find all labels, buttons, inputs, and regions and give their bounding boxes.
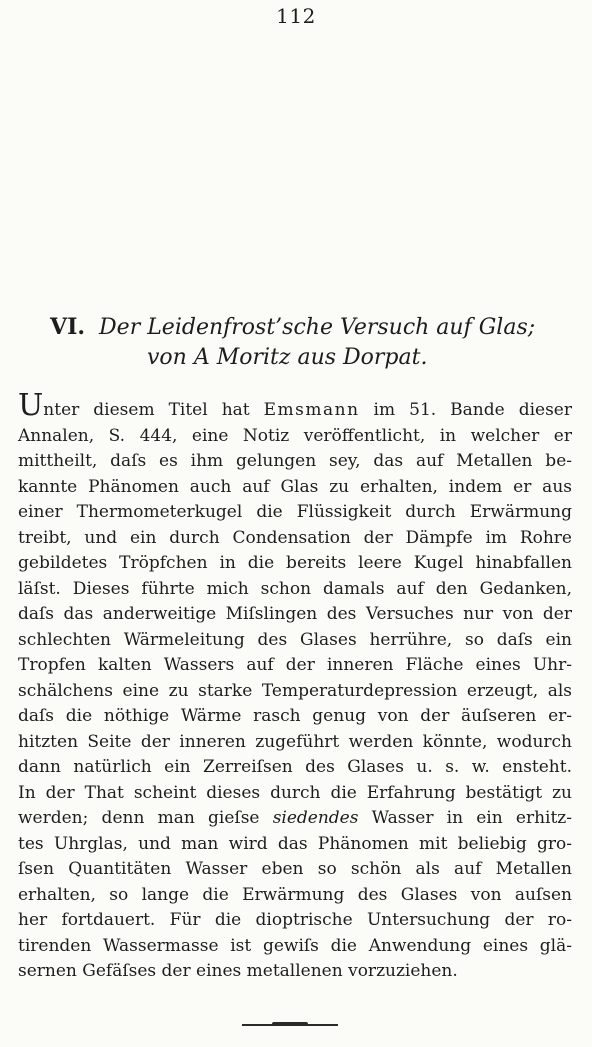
text-line: einer Thermometerkugel die Flüssigkeit durch Erwärmung [18,502,572,522]
article-heading [50,312,570,373]
section-numeral: VI. [50,314,86,340]
text-line: ſsen Quantitäten Wasser eben so schön als auf Metallen [18,859,572,879]
article-author: von A Moritz aus Dorpat. [147,345,428,370]
text-line: kannte Phänomen auch auf Glas zu erhalten, indem er aus [18,476,572,497]
text-line: daſs das anderweitige Miſslingen des Versuches nur von der [18,604,572,624]
text-segment: werden; denn man gieſse [18,808,273,828]
text-line: tes Uhrglas, und man wird das Phänomen mit beliebig gro- [18,833,572,854]
author-name-emsmann: Emsmann [263,400,360,420]
text-segment: Wasser in ein erhitz- [358,808,572,828]
section-divider-ornament [272,1022,308,1026]
text-line: Annalen, S. 444, eine Notiz veröffentlicht, in welcher er [18,425,572,446]
text-line: schlechten Wärmeleitung des Glases herrühre, so daſs ein [18,629,572,650]
text-line: gebildetes Tröpfchen in die bereits leere Kugel hinabfallen [18,553,572,573]
text-line-last: sernen Gefäſses der eines metallenen vorzuziehen. [18,961,458,981]
text-segment: im 51. Bande dieser [359,400,572,420]
text-line: tirenden Wassermasse ist gewiſs die Anwendung eines glä- [18,935,572,956]
text-line: hitzten Seite der inneren zugeführt werden könnte, wodurch [18,731,572,752]
article-body [18,388,572,985]
text-line: Tropfen kalten Wassers auf der inneren Fläche eines Uhr- [18,655,572,675]
text-line: In der That scheint dieses durch die Erfahrung bestätigt zu [18,782,572,803]
text-line: her fortdauert. Für die dioptrische Untersuchung der ro- [18,910,572,930]
article-title: Der Leidenfrost’sche Versuch auf Glas; [99,315,536,340]
emphasis-siedendes: siedendes [272,808,359,828]
text-line: daſs die nöthige Wärme rasch genug von der äuſseren er- [18,706,572,726]
text-line: dann natürlich ein Zerreiſsen des Glases u. s. w. ensteht. [18,757,572,777]
text-line: läſst. Dieses führte mich schon damals auf den Gedanken, [18,578,572,599]
heading-line-1 [50,312,570,343]
text-line: treibt, und ein durch Condensation der Dämpfe im Rohre [18,527,572,548]
text-line: mittheilt, daſs es ihm gelungen sey, das auf Metallen be- [18,451,572,471]
text-segment: nter diesem Titel hat [43,400,264,420]
page-number: 112 [276,4,316,28]
text-line [18,806,572,832]
drop-cap: U [18,388,44,423]
text-line: schälchens eine zu starke Temperaturdepression erzeugt, als [18,680,572,701]
text-line [18,388,572,424]
text-line: erhalten, so lange die Erwärmung des Glases von auſsen [18,884,572,905]
